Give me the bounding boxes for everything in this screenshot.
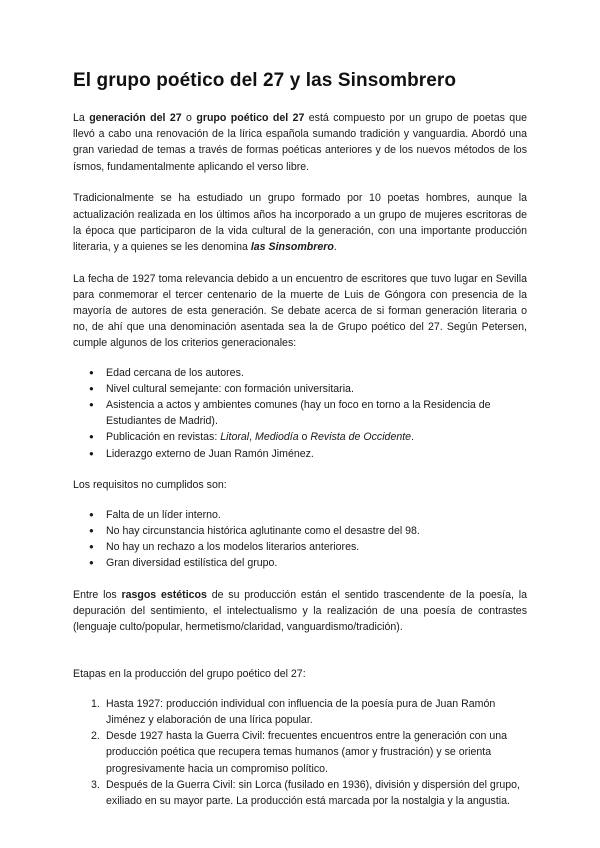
paragraph-stages-intro: Etapas en la producción del grupo poético del 27: [73, 668, 306, 681]
journal-name: Mediodía [255, 431, 299, 444]
stages-list [73, 696, 527, 809]
list-item: ● No hay un rechazo a los modelos literarios anteriores. [73, 539, 527, 555]
page-title: El grupo poético del 27 y las Sinsombrero [73, 70, 457, 91]
bold-term: generación del 27 [89, 112, 182, 124]
paragraph-1927: La fecha de 1927 toma relevancia debido a un encuentro de escritores que tuvo lugar en Sevilla para conmemorar el tercer centenario de la muerte de Luis de Góngora con presencia de la mayoría de autores de esta generación. Se debate acerca de si forman generación literaria o no, de ahí que una denominación asentada sea la de Grupo poético del 27. Según Petersen, cumple algunos de los criterios generacionales: [73, 272, 527, 350]
list-item: ● Nivel cultural semejante: con formación universitaria. [73, 381, 527, 397]
text: Tradicionalmente se ha estudiado un grupo formado por 10 poetas hombres, aunque la actualización realizada en los últimos años ha incorporado a un grupo de mujeres escritoras de la época que participaron de la vida cultural de la generación, con una importante producción literaria, y a quienes se les denomina [73, 192, 527, 253]
text: o [298, 431, 311, 444]
text: . [333, 240, 337, 253]
text: Después de la Guerra Civil: sin Lorca (fusilado en 1936), división y dispersión del grupo, exiliado en su mayor parte. La producción está marcada por la nostalgia y la angustia. [106, 778, 520, 807]
text: La [73, 112, 90, 124]
text: Hasta 1927: producción individual con influencia de la poesía pura de Juan Ramón Jiménez y elaboración de una lírica popular. [106, 697, 496, 726]
list-item [73, 728, 527, 777]
text: Publicación en revistas: [106, 431, 221, 444]
paragraph-intro [73, 110, 527, 175]
text: . [411, 431, 415, 444]
list-number: 2. [91, 730, 100, 743]
bold-term: grupo poético del 27 [196, 112, 305, 124]
criteria-list [73, 365, 527, 462]
text: Entre los [73, 588, 122, 601]
journal-name: Revista de Occidente [310, 431, 412, 444]
list-item: ● Asistencia a actos y ambientes comunes (hay un foco en torno a la Residencia de Estudiantes de Madrid). [73, 397, 527, 429]
list-item: ● Gran diversidad estilística del grupo. [73, 555, 527, 571]
paragraph-aesthetic [73, 587, 527, 636]
list-number: 1. [91, 697, 100, 710]
unmet-list [73, 507, 527, 572]
list-item [73, 777, 527, 809]
list-item: ● Liderazgo externo de Juan Ramón Jiménez. [73, 446, 527, 462]
text: está compuesto por un grupo de poetas que llevó a cabo una renovación de la lírica española sumando tradición y vanguardia. Abordó una gran variedad de temas a través de formas poéticas anteriores y de los nuevos métodos de los ísmos, fundamentalmente aplicando el verso libre. [73, 112, 527, 173]
paragraph-sinsombrero [73, 190, 527, 255]
text: , [249, 431, 255, 444]
text: Desde 1927 hasta la Guerra Civil: frecuentes encuentros entre la generación con una producción poética que recupera temas humanos (amor y frustración) y se orienta progresivamente hacia un compromiso político. [106, 730, 508, 775]
list-item: ● Edad cercana de los autores. [73, 365, 527, 381]
bold-term: rasgos estéticos [121, 588, 207, 601]
list-number: 3. [91, 778, 100, 791]
list-item: ● Falta de un líder interno. [73, 507, 527, 523]
journal-name: Litoral [220, 431, 250, 444]
text: o [181, 112, 197, 124]
paragraph-unmet-intro: Los requisitos no cumplidos son: [73, 479, 227, 492]
list-item [73, 696, 527, 728]
bold-italic-term: las Sinsombrero [250, 240, 334, 253]
list-item [73, 429, 527, 445]
document-body [73, 110, 527, 809]
list-item: ● No hay circunstancia histórica aglutinante como el desastre del 98. [73, 523, 527, 539]
text: de su producción están el sentido trascendente de la poesía, la depuración del sentimiento, el intelectualismo y la realización de una poesía de contrastes (lenguaje culto/popular, hermetismo/claridad, vanguardismo/tradición). [73, 588, 527, 634]
